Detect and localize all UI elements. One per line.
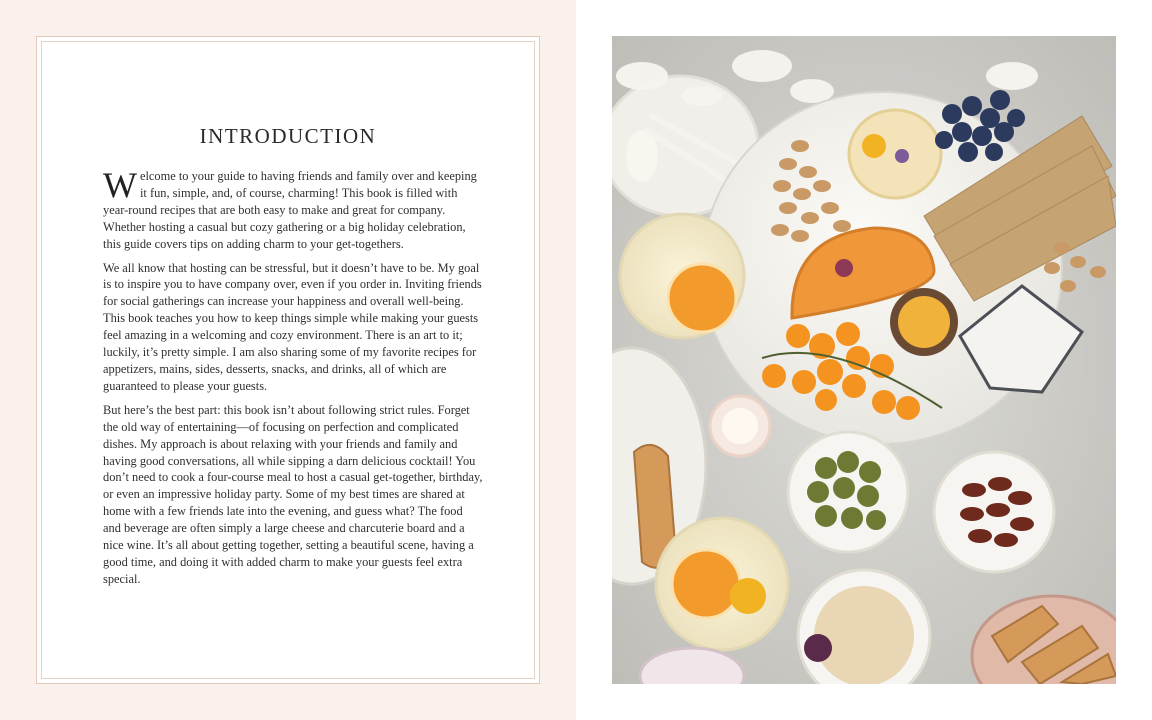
- intro-paragraph-1-text: elcome to your guide to having friends and family over and keeping it fun, simple, and, of course, charming! This book is filled with year-round recipes that are both easy to make and great for company. Whether hosting a casual but cozy gathering or a big holiday celebration, this guide covers tips on adding charm to your get-togethers.: [103, 169, 477, 251]
- drop-cap: W: [103, 165, 137, 205]
- cheese-board-photo: [612, 36, 1116, 684]
- intro-paragraph-2: We all know that hosting can be stressful, but it doesn’t have to be. My goal is to inspire you to have company over, even if you order in. Inviting friends for social gatherings can increase your happiness and overall well-being. This book teaches you how to keep things simple while making your guests feel amazing in a welcoming and cozy environment. There is an art to it; luckily, it’s pretty simple. I am also sharing some of my favorite recipes for appetizers, mains, sides, desserts, snacks, and drinks, all of which are guaranteed to please your guests.: [103, 260, 482, 393]
- intro-paragraph-1: [103, 165, 483, 253]
- intro-body: [103, 165, 483, 595]
- page-title: INTRODUCTION: [199, 124, 377, 149]
- right-page: [576, 0, 1152, 720]
- intro-paragraph-3: But here’s the best part: this book isn’t about following strict rules. Forget the old way of entertaining—of focusing on perfection and complicated dishes. My approach is about relaxing with your friends and family and having good conversations, all while sipping a darn delicious cocktail! You don’t need to cook a four-course meal to host a casual get-together, birthday, or even an impressive holiday party. Some of my best times are shared at home with a few friends late into the evening, and guess what? The food and beverage are often simply a large cheese and charcuterie board and a nice wine. It’s all about getting together, setting a beautiful scene, having a good time, and doing it with added charm to make your guests feel extra special.: [103, 402, 483, 586]
